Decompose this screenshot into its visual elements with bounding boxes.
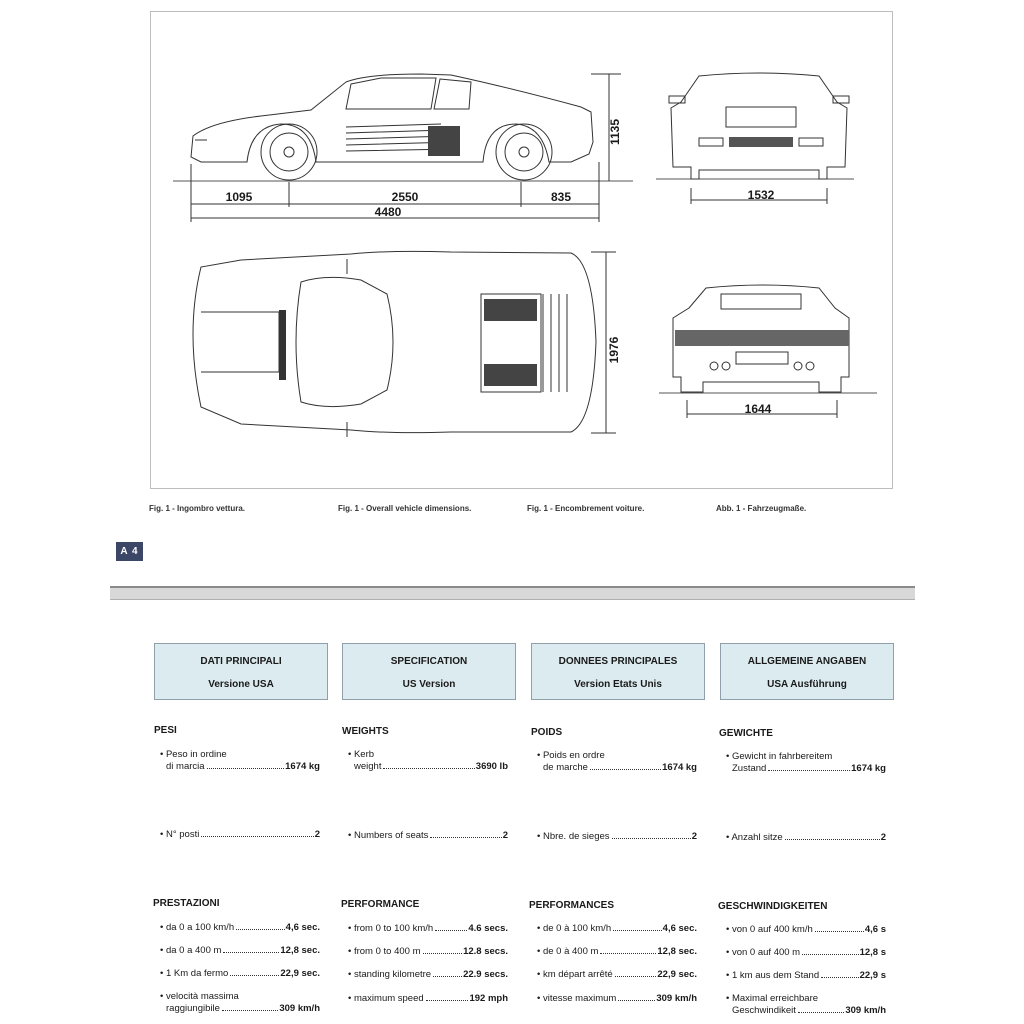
max-speed-item: • Maximal erreichbare Geschwindikeit 309 km/h	[726, 993, 886, 1016]
weight-value: 1674 kg	[285, 761, 320, 772]
weights-heading: WEIGHTS	[342, 726, 389, 737]
seats-item: • Nbre. de sieges 2	[537, 831, 697, 842]
dim-wheelbase: 2550	[391, 190, 419, 204]
header-title: DATI PRINCIPALI	[200, 656, 282, 667]
header-title: DONNEES PRINCIPALES	[558, 656, 678, 667]
front-view-illustration	[656, 73, 854, 204]
weight-item: • Kerb weight 3690 lb	[348, 749, 508, 772]
max-speed-value: 192 mph	[469, 993, 508, 1004]
max-speed-value: 309 km/h	[279, 1003, 320, 1014]
weight-value: 1674 kg	[662, 762, 697, 773]
header-subtitle: Version Etats Unis	[574, 679, 662, 690]
seats-value: 2	[502, 830, 508, 841]
dim-front-track: 1532	[747, 188, 775, 202]
seats-value: 2	[314, 829, 320, 840]
performance-heading: PRESTAZIONI	[153, 898, 220, 909]
dim-rear-overhang: 835	[550, 190, 572, 204]
perf-item: • 1 Km da fermo 22,9 sec.	[160, 968, 320, 979]
weight-item: • Peso in ordine di marcia 1674 kg	[160, 749, 320, 772]
weights-heading: GEWICHTE	[719, 728, 773, 739]
caption-french: Fig. 1 - Encombrement voiture.	[527, 504, 645, 513]
header-subtitle: Versione USA	[208, 679, 274, 690]
max-speed-item: • maximum speed 192 mph	[348, 993, 508, 1004]
weights-heading: PESI	[154, 725, 177, 736]
seats-label: Numbers of seats	[353, 830, 429, 841]
caption-german: Abb. 1 - Fahrzeugmaße.	[716, 504, 807, 513]
page-number-badge: A 4	[116, 542, 143, 561]
weight-label: Poids en ordre	[542, 750, 605, 761]
weight-item: • Poids en ordre de marche 1674 kg	[537, 750, 697, 773]
perf-item: • da 0 a 400 m 12,8 sec.	[160, 945, 320, 956]
header-title: ALLGEMEINE ANGABEN	[747, 656, 867, 667]
seats-label: Anzahl sitze	[731, 832, 783, 843]
dim-height: 1135	[608, 118, 622, 146]
dim-length: 4480	[374, 205, 402, 219]
page-separator	[110, 586, 915, 600]
weight-value: 3690 lb	[475, 761, 508, 772]
header-subtitle: US Version	[402, 679, 456, 690]
perf-item: • de 0 à 100 km/h 4,6 sec.	[537, 923, 697, 934]
seats-item: • Numbers of seats 2	[348, 830, 508, 841]
perf-item: • from 0 to 400 m 12.8 secs.	[348, 946, 508, 957]
weight-value: 1674 kg	[851, 763, 886, 774]
max-speed-value: 309 km/h	[656, 993, 697, 1004]
dim-width: 1976	[607, 336, 621, 364]
header-box-french	[531, 643, 705, 700]
vehicle-dimensions-drawing	[150, 11, 893, 489]
seats-value: 2	[880, 832, 886, 843]
weight-label-cont: di marcia	[166, 761, 205, 772]
performance-heading: PERFORMANCE	[341, 899, 420, 910]
max-speed-value: 309 km/h	[845, 1005, 886, 1016]
caption-english: Fig. 1 - Overall vehicle dimensions.	[338, 504, 472, 513]
performance-heading: GESCHWINDIGKEITEN	[718, 901, 828, 912]
weights-heading: POIDS	[531, 727, 563, 738]
perf-item: • von 0 auf 400 m 12,8 s	[726, 947, 886, 958]
weight-label: Gewicht in fahrbereitem	[731, 751, 833, 762]
perf-item: • standing kilometre 22.9 secs.	[348, 969, 508, 980]
perf-item: • da 0 a 100 km/h 4,6 sec.	[160, 922, 320, 933]
header-title: SPECIFICATION	[390, 656, 468, 667]
perf-item: • from 0 to 100 km/h 4.6 secs.	[348, 923, 508, 934]
weight-label: Kerb	[353, 749, 375, 760]
dim-rear-track: 1644	[744, 402, 772, 416]
seats-label: Nbre. de sieges	[542, 831, 610, 842]
perf-item: • de 0 à 400 m 12,8 sec.	[537, 946, 697, 957]
perf-item: • km départ arrêté 22,9 sec.	[537, 969, 697, 980]
caption-italian: Fig. 1 - Ingombro vettura.	[149, 504, 246, 513]
dim-front-overhang: 1095	[225, 190, 253, 204]
perf-item: • von 0 auf 400 km/h 4,6 s	[726, 924, 886, 935]
perf-item: • 1 km aus dem Stand 22,9 s	[726, 970, 886, 981]
max-speed-item: • vitesse maximum 309 km/h	[537, 993, 697, 1004]
header-box-german	[720, 643, 894, 700]
performance-heading: PERFORMANCES	[529, 900, 615, 911]
weight-label: Peso in ordine	[165, 749, 227, 760]
header-subtitle: USA Ausführung	[767, 679, 847, 690]
top-view-illustration	[193, 251, 616, 437]
max-speed-item: • velocità massima raggiungibile 309 km/h	[160, 991, 320, 1014]
header-box-italian	[154, 643, 328, 700]
seats-value: 2	[691, 831, 697, 842]
rear-view-illustration	[659, 285, 877, 418]
header-box-english	[342, 643, 516, 700]
seats-label: N° posti	[165, 829, 200, 840]
weight-item: • Gewicht in fahrbereitem Zustand 1674 kg	[726, 751, 886, 774]
seats-item: • N° posti 2	[160, 829, 320, 840]
seats-item: • Anzahl sitze 2	[726, 832, 886, 843]
